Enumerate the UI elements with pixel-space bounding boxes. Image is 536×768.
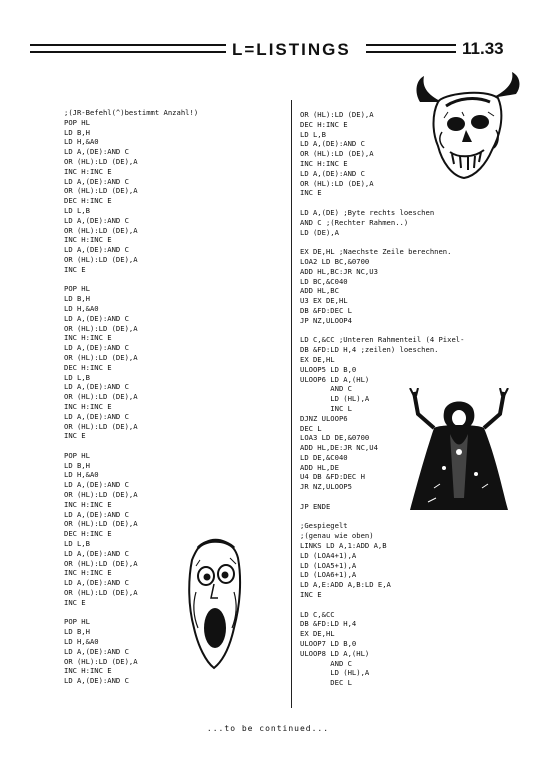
code-line: U4 DB &FD:DEC H [300,472,365,482]
code-line: OR (HL):LD (DE),A [64,588,138,598]
code-line: INC H:INC E [64,166,112,176]
code-line: OR (HL):LD (DE),A [64,156,138,166]
code-line: LD A,(DE):AND C [64,245,129,255]
code-line: DEC L [300,423,322,433]
code-line: INC L [300,403,352,413]
code-line: POP HL [64,450,90,460]
code-line: LOA2 LD BC,&0700 [300,256,370,266]
code-line: LD A,(DE):AND C [64,548,129,558]
code-line: POP HL [64,617,90,627]
code-line: ADD HL,BC [300,286,339,296]
code-line: LD L,B [64,372,90,382]
code-line: U3 EX DE,HL [300,296,348,306]
code-line: LD A,(DE):AND C [64,176,129,186]
code-line: LD L,B [300,129,326,139]
code-line: OR (HL):LD (DE),A [64,519,138,529]
code-line: INC H:INC E [300,158,348,168]
code-line: LD B,H [64,627,90,637]
code-line: ADD HL,DE:JR NC,U4 [300,443,378,453]
listing-left-column [64,108,286,686]
code-line: ;(genau wie oben) [300,531,374,541]
code-line: LD A,(DE):AND C [64,313,129,323]
code-line: ULOOP7 LD B,0 [300,639,357,649]
code-line: ADD HL,BC:JR NC,U3 [300,266,378,276]
code-line: LD L,B [64,205,90,215]
code-line: LD A,(DE) ;Byte rechts loeschen [300,207,435,217]
code-line: INC E [300,590,322,600]
code-line [300,600,515,610]
code-line [64,608,286,618]
code-line: LD A,(DE):AND C [64,646,129,656]
code-line: DEC H:INC E [64,362,112,372]
code-line: LD (LOA5+1),A [300,560,357,570]
code-line: ;Gespiegelt [300,521,348,531]
code-line: OR (HL):LD (DE),A [64,421,138,431]
code-line: INC H:INC E [64,568,112,578]
code-line: INC E [300,188,322,198]
code-line: LD B,H [64,294,90,304]
code-line: INC H:INC E [64,401,112,411]
code-line: LD A,(DE):AND C [64,382,129,392]
code-line: INC H:INC E [64,666,112,676]
code-line: OR (HL):LD (DE),A [300,178,374,188]
code-line: OR (HL):LD (DE),A [64,656,138,666]
code-line: LD (DE),A [300,227,339,237]
code-line: INC E [64,431,86,441]
code-line: LD A,(DE):AND C [64,676,129,686]
code-line: INC E [64,264,86,274]
code-line: OR (HL):LD (DE),A [64,186,138,196]
code-line: OR (HL):LD (DE),A [64,254,138,264]
code-line: INC H:INC E [64,235,112,245]
code-line: LD H,&A0 [64,137,99,147]
code-line: LD A,(DE):AND C [64,509,129,519]
code-line: LD (HL),A [300,394,370,404]
code-line: LD A,(DE):AND C [64,411,129,421]
code-line: INC H:INC E [64,499,112,509]
code-line: LD BC,&C040 [300,276,348,286]
continuation-note: ...to be continued... [206,724,330,733]
code-line: OR (HL):LD (DE),A [64,558,138,568]
code-line: LD (LOA4+1),A [300,550,357,560]
code-line: LD A,(DE):AND C [300,168,365,178]
code-line: ULOOP5 LD B,0 [300,364,357,374]
code-line: EX DE,HL [300,354,335,364]
code-line: OR (HL):LD (DE),A [300,149,374,159]
code-line: EX DE,HL ;Naechste Zeile berechnen. [300,247,452,257]
code-line [300,198,515,208]
code-line [300,512,515,522]
code-line: INC H:INC E [64,333,112,343]
code-line: OR (HL):LD (DE),A [300,110,374,119]
code-line: ULOOP8 LD A,(HL) [300,648,370,658]
code-line: LD A,(DE):AND C [64,578,129,588]
code-line [64,275,286,285]
code-line: LD DE,&C040 [300,452,348,462]
code-line: LD (LOA6+1),A [300,570,357,580]
code-line: LD H,&A0 [64,637,99,647]
column-divider [291,100,292,708]
code-line: LD L,B [64,539,90,549]
code-line: JR NZ,ULOOP5 [300,482,352,492]
code-line: EX DE,HL [300,629,335,639]
screaming-face-illustration [184,536,246,672]
code-line: ;(JR-Befehl(^)bestimmt Anzahl!) [64,108,199,117]
wizard-illustration [404,388,514,512]
code-line: LD A,(DE):AND C [64,215,129,225]
code-line: ADD HL,DE [300,462,339,472]
code-line: LD A,(DE):AND C [300,139,365,149]
page-number: 11.33 [462,39,504,58]
code-line: POP HL [64,284,90,294]
code-line: OR (HL):LD (DE),A [64,323,138,333]
code-line: LINKS LD A,1:ADD A,B [300,541,387,551]
code-line: OR (HL):LD (DE),A [64,490,138,500]
code-line: LD C,&CC [300,609,335,619]
code-line: LD A,E:ADD A,B:LD E,A [300,580,391,590]
code-line: LD C,&CC ;Unteren Rahmenteil (4 Pixel- [300,335,465,345]
code-line: OR (HL):LD (DE),A [64,352,138,362]
code-line: DJNZ ULOOP6 [300,413,348,423]
horned-skull-illustration [412,72,524,182]
header-rule-left-top [30,44,226,46]
code-line: DB &FD:LD H,4 [300,619,357,629]
code-line: LD A,(DE):AND C [64,480,129,490]
code-line: AND C ;(Rechter Rahmen..) [300,217,409,227]
code-line: LD H,&A0 [64,470,99,480]
code-line: DB &FD:DEC L [300,305,352,315]
code-line: LD B,H [64,127,90,137]
code-line: LOA3 LD DE,&0700 [300,433,370,443]
code-line: DB &FD:LD H,4 ;zeilen) loeschen. [300,345,439,355]
code-line: OR (HL):LD (DE),A [64,392,138,402]
code-line: LD H,&A0 [64,303,99,313]
section-title: L=LISTINGS [232,40,351,59]
code-line: LD B,H [64,460,90,470]
code-line: DEC L [300,678,352,688]
code-line: LD (HL),A [300,668,370,678]
code-line [64,441,286,451]
code-line: ULOOP6 LD A,(HL) [300,374,370,384]
code-line: POP HL [64,117,90,127]
code-line: LD A,(DE):AND C [64,343,129,353]
code-line: JP ENDE [300,501,331,511]
code-line: DEC H:INC E [300,119,348,129]
code-line: AND C [300,658,352,668]
header-rule-right-top [366,44,456,46]
code-line: DEC H:INC E [64,196,112,206]
header-rule-right-bottom [366,51,456,53]
code-line: AND C [300,384,352,394]
code-line [300,237,515,247]
code-line: JP NZ,ULOOP4 [300,315,352,325]
code-line: DEC H:INC E [64,529,112,539]
code-line: LD A,(DE):AND C [64,147,129,157]
code-line [300,326,515,336]
header-rule-left-bottom [30,51,226,53]
code-line: INC E [64,597,86,607]
code-line: OR (HL):LD (DE),A [64,225,138,235]
